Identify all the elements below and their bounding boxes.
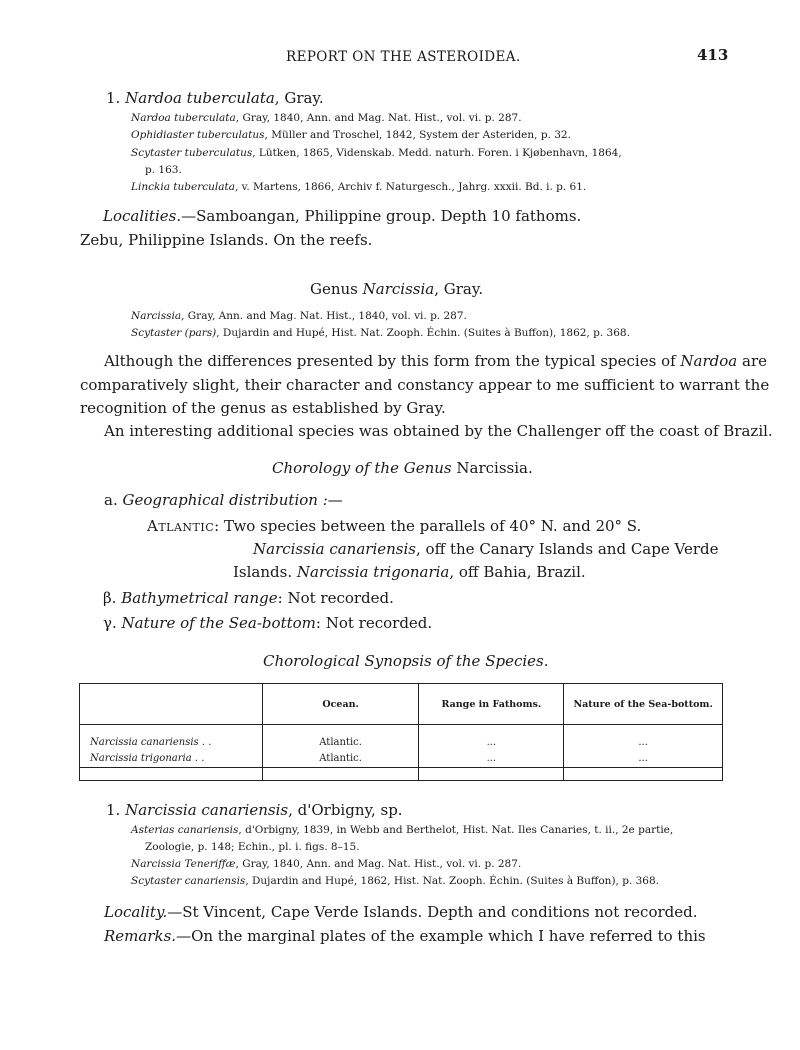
species-cell: Narcissia trigonaria . . [80, 751, 263, 768]
bottom-cell: ... [564, 751, 723, 768]
running-title: REPORT ON THE ASTEROIDEA. [286, 49, 521, 65]
synonym-name: Ophidiaster tuberculatus [131, 129, 265, 141]
range-cell: ... [419, 735, 564, 751]
list-marker: γ. [103, 614, 117, 632]
localities-line-2: Zebu, Philippine Islands. On the reefs. [80, 231, 373, 249]
ocean-cell: Atlantic. [262, 751, 419, 768]
sea-bottom-label: Nature of the Sea-bottom [121, 614, 316, 632]
synonym-line [145, 163, 182, 177]
synonym-citation: , Lütken, 1865, Videnskab. Medd. naturh. Foren. i Kjøbenhavn, 1864, [252, 147, 622, 159]
bathymetrical-label: Bathymetrical range [121, 589, 278, 607]
species-heading [106, 89, 324, 107]
distribution-heading [104, 491, 343, 509]
chorology-title [272, 459, 533, 477]
species-heading [106, 801, 403, 819]
localities-text: —Samboangan, Philippine group. Depth 10 fathoms. [181, 207, 582, 225]
column-header: Nature of the Sea-bottom. [564, 684, 723, 725]
species-author: , Gray. [274, 89, 324, 107]
list-marker: β. [103, 589, 117, 607]
locality-label: Locality. [104, 903, 168, 921]
remarks-line [104, 927, 706, 945]
synonym-citation: p. 163. [145, 164, 182, 176]
synonym-line [145, 840, 360, 854]
genus-heading [310, 280, 483, 298]
species-name: Nardoa tuberculata [125, 89, 275, 107]
column-header [80, 684, 263, 725]
locality-text: —St Vincent, Cape Verde Islands. Depth and conditions not recorded. [167, 903, 698, 921]
remarks-text: —On the marginal plates of the example which I have referred to this [176, 927, 706, 945]
paragraph-text: are [737, 352, 768, 370]
synonym-line [131, 874, 659, 888]
synonym-citation: , Dujardin and Hupé, Hist. Nat. Zooph. Échin. (Suites à Buffon), 1862, p. 368. [216, 327, 630, 339]
synopsis-table [79, 683, 723, 781]
paragraph-text: Although the differences presented by this form from the typical species of [104, 352, 681, 370]
table-spacer [80, 725, 723, 736]
synonym-citation: , Gray, Ann. and Mag. Nat. Hist., 1840, vol. vi. p. 287. [181, 310, 467, 322]
synonym-citation: , v. Martens, 1866, Archiv f. Naturgesch., Jahrg. xxxii. Bd. i. p. 61. [234, 181, 587, 193]
table-row [80, 735, 723, 751]
synonym-line [131, 823, 673, 837]
synonym-line [131, 857, 521, 871]
remarks-label: Remarks. [104, 927, 177, 945]
species-reference: Narcissia trigonaria [296, 563, 450, 581]
table-header-row [80, 684, 723, 725]
genus-prefix: Genus [310, 280, 363, 298]
synonym-citation: , Gray, 1840, Ann. and Mag. Nat. Hist., vol. vi. p. 287. [235, 858, 522, 870]
species-reference: Narcissia canariensis [253, 540, 416, 558]
ocean-label: Atlantic [147, 517, 215, 535]
bottom-cell: ... [564, 735, 723, 751]
atlantic-line [147, 517, 641, 535]
range-cell: ... [419, 751, 564, 768]
synonym-name: Narcissia Teneriffæ [131, 858, 236, 870]
synopsis-title: Chorological Synopsis of the Species. [263, 652, 549, 670]
synonym-line [131, 146, 622, 160]
synonym-line [131, 128, 571, 142]
locality-line [104, 903, 698, 921]
synonym-citation: , Müller and Troschel, 1842, System der Asteriden, p. 32. [264, 129, 571, 141]
column-header: Ocean. [262, 684, 419, 725]
synonym-line [131, 309, 467, 323]
synonym-name: Linckia tuberculata [131, 181, 235, 193]
sea-bottom-line [103, 614, 432, 632]
synonym-name: Narcissia [131, 310, 182, 322]
synonym-citation: , Gray, 1840, Ann. and Mag. Nat. Hist., vol. vi. p. 287. [235, 112, 522, 124]
distribution-text: , off the Canary Islands and Cape Verde [416, 540, 719, 558]
chorology-title-italic: Chorology of the Genus [272, 459, 452, 477]
genus-reference: Nardoa [680, 352, 738, 370]
synonym-line [131, 180, 586, 194]
paragraph-line: comparatively slight, their character and constancy appear to me sufficient to warrant the [80, 376, 770, 394]
synonym-name: Nardoa tuberculata [131, 112, 236, 124]
species-author: , d'Orbigny, sp. [288, 801, 403, 819]
list-marker: a. [104, 491, 118, 509]
species-number: 1. [106, 801, 121, 819]
table-row [80, 751, 723, 768]
synonym-name: Scytaster canariensis [131, 875, 246, 887]
localities-line [103, 207, 581, 225]
bathymetrical-value: : Not recorded. [277, 589, 394, 607]
table-spacer [80, 768, 723, 781]
column-header: Range in Fathoms. [419, 684, 564, 725]
synonym-name: Scytaster (pars) [131, 327, 217, 339]
localities-label: Localities. [103, 207, 182, 225]
paragraph-line: An interesting additional species was obtained by the Challenger off the coast of Brazil. [104, 422, 773, 440]
synonym-name: Asterias canariensis [131, 824, 239, 836]
synonym-citation: , d'Orbigny, 1839, in Webb and Berthelot, Hist. Nat. Iles Canaries, t. ii., 2e partie, [238, 824, 674, 836]
chorology-title-genus: Narcissia. [451, 459, 533, 477]
synonym-line [131, 111, 522, 125]
genus-name: Narcissia [362, 280, 435, 298]
synonym-citation: Zoologie, p. 148; Echin., pl. i. figs. 8–15. [145, 841, 360, 853]
distribution-label: Geographical distribution :— [122, 491, 343, 509]
distribution-text: Islands. [233, 563, 297, 581]
synonym-citation: , Dujardin and Hupé, 1862, Hist. Nat. Zooph. Échin. (Suites à Buffon), p. 368. [245, 875, 659, 887]
genus-author: , Gray. [434, 280, 484, 298]
species-cell: Narcissia canariensis . . [80, 735, 263, 751]
synonym-line [131, 326, 630, 340]
atlantic-line-2 [253, 540, 718, 558]
sea-bottom-value: : Not recorded. [315, 614, 433, 632]
page-number: 413 [697, 46, 729, 64]
distribution-text: , off Bahia, Brazil. [449, 563, 586, 581]
species-name: Narcissia canariensis [125, 801, 289, 819]
bathymetrical-line [103, 589, 394, 607]
ocean-cell: Atlantic. [262, 735, 419, 751]
paragraph-line [104, 352, 767, 370]
atlantic-text: : Two species between the parallels of 40° N. and 20° S. [214, 517, 642, 535]
synonym-name: Scytaster tuberculatus [131, 147, 253, 159]
atlantic-line-3 [233, 563, 586, 581]
species-number: 1. [106, 89, 121, 107]
paragraph-line: recognition of the genus as established by Gray. [80, 399, 446, 417]
